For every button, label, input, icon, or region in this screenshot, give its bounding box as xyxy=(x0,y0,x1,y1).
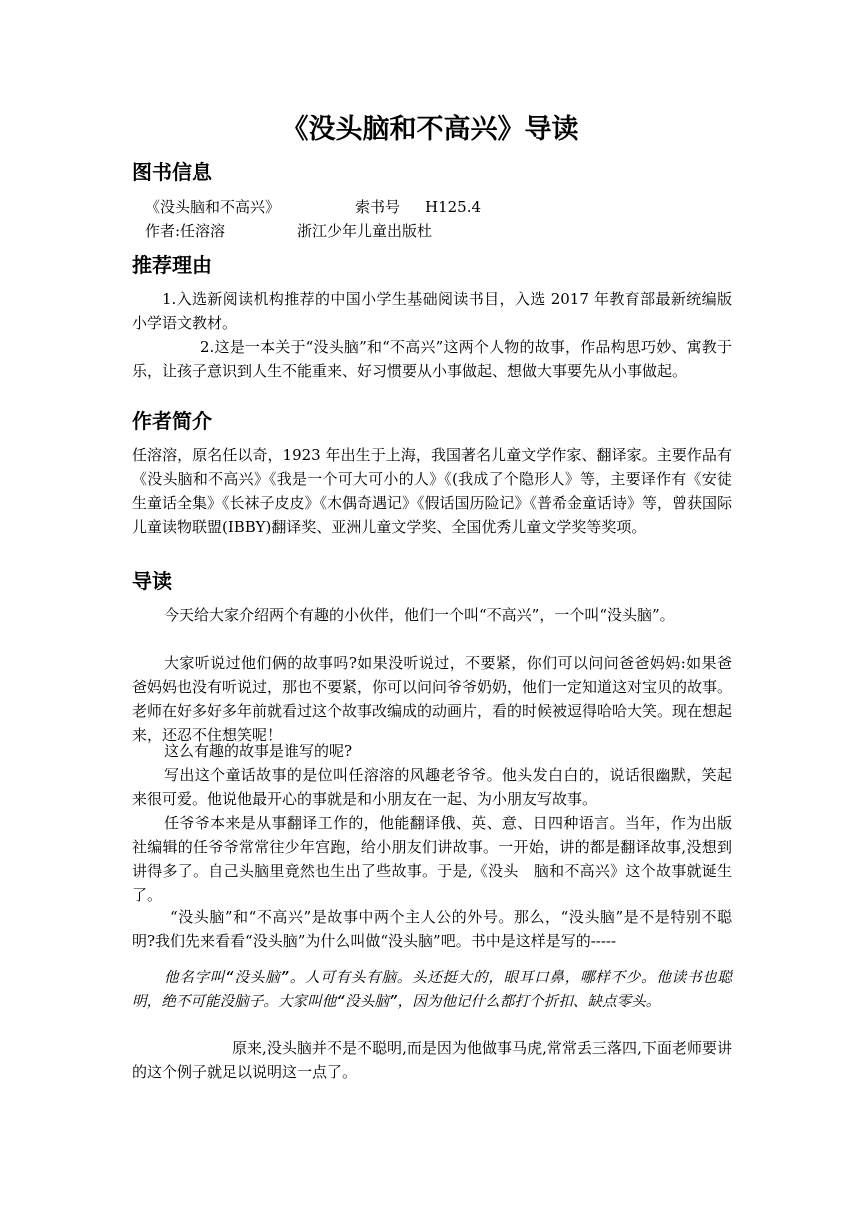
call-number: H125.4 xyxy=(425,198,482,216)
book-publisher: 浙江少年儿童出版杜 xyxy=(297,222,433,240)
guide-paragraph: “没头脑”和“不高兴”是故事中两个主人公的外号。那么，“没头脑”是不是特别不聪明?我们先来看看“没头脑”为什么叫做“没头脑”吧。书中是这样是写的----- xyxy=(132,908,732,950)
guide-paragraph: 这么有趣的故事是谁写的呢? xyxy=(164,742,353,760)
guide-paragraph: 写出这个童话故事的是位叫任溶溶的风趣老爷爷。他头发白白的，说话很幽默，笑起来很可爱。他说他最开心的事就是和小朋友在一起、为小朋友写故事。 xyxy=(132,766,732,808)
reason-item: 2.这是一本关于“没头脑”和“不高兴”这两个人物的故事，作品构思巧妙、寓教于乐，让孩子意识到人生不能重来、好习惯要从小事做起、想做大事要先从小事做起。 xyxy=(132,338,732,380)
guide-paragraph: 今天给大家介绍两个有趣的小伙伴，他们一个叫“不高兴”，一个叫“没头脑”。 xyxy=(164,606,675,624)
guide-paragraph: 任爷爷本来是从事翻译工作的，他能翻译俄、英、意、日四种语言。当年，作为出版社编辑的任爷爷常常往少年宫跑，给小朋友们讲故事。一开始，讲的都是翻译故事,没想到讲得多了。自己头脑里竟然也生出了些故事。于是,《没头 脑和不高兴》这个故事就诞生了。 xyxy=(132,814,732,904)
section-heading-guide: 导读 xyxy=(132,569,172,593)
document-title: 《没头脑和不高兴》导读 xyxy=(281,114,579,145)
book-title: 《没头脑和不高兴》 xyxy=(145,198,281,216)
guide-paragraph: 大家听说过他们俩的故事吗?如果没听说过，不要紧，你们可以问问爸爸妈妈:如果爸爸妈妈也没有听说过，那也不要紧，你可以问问爷爷奶奶，他们一定知道这对宝贝的故事。老师在好多好多年前就看过这个故事改编成的动画片，看的时候被逗得哈哈大笑。现在想起来，还忍不住想笑呢！ xyxy=(132,654,733,744)
author-intro-text: 任溶溶，原名任以奇，1923 年出生于上海，我国著名儿童文学作家、翻译家。主要作品有《没头脑和不高兴》《我是一个可大可小的人》《(我成了个隐形人》等，主要译作有《安徒生童话全集》《长袜子皮皮》《木偶奇遇记》《假话国历险记》《普希金童话诗》等，曾获国际儿童读物联盟(IBBY)翻译奖、亚洲儿童文学奖、全国优秀儿童文学奖等奖项。 xyxy=(132,446,733,536)
call-number-label: 索书号 xyxy=(355,198,401,216)
section-heading-author-intro: 作者简介 xyxy=(132,409,212,433)
book-author: 作者:任溶溶 xyxy=(145,222,226,240)
book-quote: 他名字叫“没头脑”。人可有头有脑。头还挺大的，眼耳口鼻，哪样不少。他读书也聪明，绝不可能没脑子。大家叫他“没头脑”，因为他记什么都打个折扣、缺点零头。 xyxy=(132,969,732,1010)
section-heading-book-info: 图书信息 xyxy=(132,160,212,184)
section-heading-reasons: 推荐理由 xyxy=(132,253,212,277)
reason-item: 1.入选新阅读机构推荐的中国小学生基础阅读书目，入选 2017 年教育部最新统编版小学语文教材。 xyxy=(132,290,732,332)
guide-paragraph: 原来,没头脑并不是不聪明,而是因为他做事马虎,常常丢三落四,下面老师要讲的这个例子就足以说明这一点了。 xyxy=(132,1039,732,1081)
